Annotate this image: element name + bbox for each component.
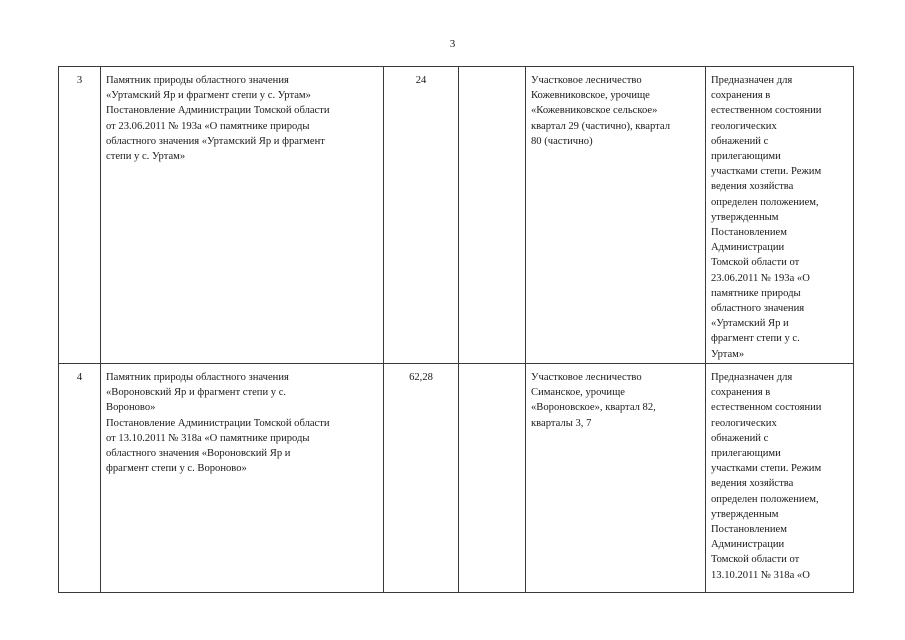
text-line: сохранения в bbox=[711, 90, 771, 102]
monument-name-cell bbox=[101, 67, 384, 364]
text-line: квартал 29 (частично), квартал bbox=[531, 120, 670, 132]
text-line: определен положением, bbox=[711, 493, 819, 505]
text-line: участками степи. Режим bbox=[711, 166, 822, 178]
location-cell bbox=[526, 364, 706, 593]
text-line: геологических bbox=[711, 417, 777, 429]
empty-cell bbox=[459, 364, 526, 593]
text-line: Постановление Администрации Томской области bbox=[106, 417, 330, 429]
text-line: утвержденным bbox=[711, 508, 779, 520]
text-line: кварталы 3, 7 bbox=[531, 417, 592, 429]
text-line: Памятник природы областного значения bbox=[106, 372, 289, 383]
text-line: степи у с. Уртам» bbox=[106, 151, 186, 163]
text-line: 80 (частично) bbox=[531, 135, 593, 147]
text-line: определен положением, bbox=[711, 196, 819, 208]
text-line: обнажений с bbox=[711, 135, 769, 147]
text-line: Томской области от bbox=[711, 257, 800, 269]
text-line: 13.10.2011 № 318а «О bbox=[711, 569, 810, 581]
text-line: «Вороновский Яр и фрагмент степи у с. bbox=[106, 387, 287, 399]
text-line: 23.06.2011 № 193а «О bbox=[711, 272, 810, 284]
text-line: обнажений с bbox=[711, 432, 769, 444]
text-line: «Вороновское», квартал 82, bbox=[531, 402, 656, 414]
text-line: от 13.10.2011 № 318а «О памятнике природы bbox=[106, 432, 310, 444]
text-line: Постановлением bbox=[711, 227, 787, 239]
row-number-cell: 4 bbox=[59, 364, 101, 593]
text-line: участками степи. Режим bbox=[711, 463, 822, 475]
text-line: Кожевниковское, урочище bbox=[531, 90, 650, 102]
text-line: памятнике природы bbox=[711, 287, 801, 299]
monument-name-cell bbox=[101, 364, 384, 593]
text-line: прилегающими bbox=[711, 448, 781, 460]
text-line: прилегающими bbox=[711, 151, 781, 163]
area-cell: 24 bbox=[384, 67, 459, 364]
table-row bbox=[59, 364, 854, 593]
text-line: от 23.06.2011 № 193а «О памятнике природы bbox=[106, 120, 310, 132]
row-number-cell: 3 bbox=[59, 67, 101, 364]
text-line: Участковое лесничество bbox=[531, 75, 642, 86]
text-line: областного значения «Вороновский Яр и bbox=[106, 448, 291, 460]
text-line: сохранения в bbox=[711, 387, 771, 399]
text-line: Томской области от bbox=[711, 554, 800, 566]
text-line: «Уртамский Яр и bbox=[711, 318, 789, 330]
area-cell: 62,28 bbox=[384, 364, 459, 593]
text-line: естественном состоянии bbox=[711, 402, 822, 414]
text-line: фрагмент степи у с. bbox=[711, 333, 800, 345]
text-line: Администрации bbox=[711, 242, 785, 254]
text-line: Памятник природы областного значения bbox=[106, 75, 289, 86]
text-line: утвержденным bbox=[711, 211, 779, 223]
text-line: естественном состоянии bbox=[711, 105, 822, 117]
text-line: Вороново» bbox=[106, 402, 156, 414]
text-line: ведения хозяйства bbox=[711, 478, 794, 490]
table-row bbox=[59, 67, 854, 364]
text-line: областного значения «Уртамский Яр и фрагмент bbox=[106, 135, 325, 147]
text-line: геологических bbox=[711, 120, 777, 132]
text-line: фрагмент степи у с. Вороново» bbox=[106, 463, 247, 475]
page-number: 3 bbox=[449, 38, 456, 50]
purpose-cell bbox=[706, 67, 854, 364]
location-cell bbox=[526, 67, 706, 364]
protected-areas-table bbox=[58, 66, 854, 593]
purpose-cell bbox=[706, 364, 854, 593]
text-line: Постановлением bbox=[711, 524, 787, 536]
text-line: Администрации bbox=[711, 539, 785, 551]
text-line: Участковое лесничество bbox=[531, 372, 642, 383]
empty-cell bbox=[459, 67, 526, 364]
text-line: «Кожевниковское сельское» bbox=[531, 105, 658, 117]
text-line: Предназначен для bbox=[711, 75, 793, 86]
text-line: Предназначен для bbox=[711, 372, 793, 383]
text-line: «Уртамский Яр и фрагмент степи у с. Уртам» bbox=[106, 90, 311, 102]
text-line: Постановление Администрации Томской области bbox=[106, 105, 330, 117]
text-line: Уртам» bbox=[711, 348, 745, 360]
text-line: Симанское, урочище bbox=[531, 387, 625, 399]
text-line: ведения хозяйства bbox=[711, 181, 794, 193]
text-line: областного значения bbox=[711, 303, 805, 315]
